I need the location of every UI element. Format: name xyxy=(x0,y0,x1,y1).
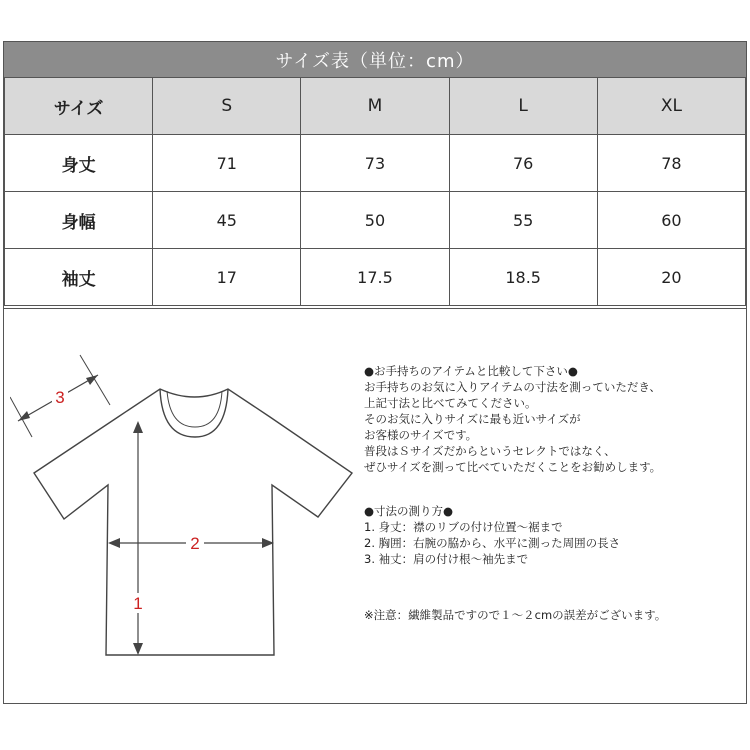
notes-line: ぜひサイズを測って比べていただくことをお勧めします。 xyxy=(364,460,662,474)
table-cell: 71 xyxy=(153,135,301,192)
table-row xyxy=(5,135,746,192)
arrowhead-icon xyxy=(86,375,98,385)
table-cell: 60 xyxy=(597,192,745,249)
notes-line: 1. 身丈：襟のリブの付け位置～裾まで xyxy=(364,520,563,534)
table-cell: 76 xyxy=(449,135,597,192)
size-column-m: M xyxy=(301,78,449,135)
size-column-l: L xyxy=(449,78,597,135)
tshirt-outline-icon xyxy=(34,389,352,655)
size-table-header-row xyxy=(5,78,746,135)
size-column-s: S xyxy=(153,78,301,135)
arrowhead-icon xyxy=(133,421,143,433)
notes-panel xyxy=(364,363,744,623)
table-row xyxy=(5,192,746,249)
size-chart xyxy=(3,41,747,704)
notes-caution: ※注意：繊維製品ですので１～２cmの誤差がございます。 xyxy=(364,608,667,622)
size-chart-title: サイズ表（単位：cm） xyxy=(4,42,746,77)
tshirt-diagram xyxy=(10,335,360,675)
table-row xyxy=(5,249,746,306)
table-cell: 73 xyxy=(301,135,449,192)
table-cell: 18.5 xyxy=(449,249,597,306)
notes-line: 3. 袖丈：肩の付け根～袖先まで xyxy=(364,552,529,566)
notes-line: 普段はＳサイズだからというセレクトではなく、 xyxy=(364,444,616,458)
table-cell: 17 xyxy=(153,249,301,306)
arrowhead-icon xyxy=(18,411,30,421)
notes-heading-measure: ●寸法の測り方● xyxy=(364,504,454,518)
measure-label-1: 1 xyxy=(133,594,143,613)
table-cell: 45 xyxy=(153,192,301,249)
notes-heading-compare: ●お手持ちのアイテムと比較して下さい● xyxy=(364,364,578,378)
row-label-body-length: 身丈 xyxy=(5,135,153,192)
arrowhead-icon xyxy=(133,643,143,655)
notes-line: 2. 胸囲：右腕の脇から、水平に測った周囲の長さ xyxy=(364,536,621,550)
table-cell: 78 xyxy=(597,135,745,192)
sleeve-guide-line-top xyxy=(80,355,110,405)
notes-line: そのお気に入りサイズに最も近いサイズが xyxy=(364,412,581,426)
table-cell: 20 xyxy=(597,249,745,306)
measurement-guide xyxy=(4,308,746,704)
notes-line: 上記寸法と比べてみてください。 xyxy=(364,396,537,410)
notes-line: お手持ちのお気に入りアイテムの寸法を測っていただき、 xyxy=(364,380,661,394)
row-label-sleeve-length: 袖丈 xyxy=(5,249,153,306)
header-label-cell: サイズ xyxy=(5,78,153,135)
size-table xyxy=(4,77,746,306)
table-cell: 55 xyxy=(449,192,597,249)
measure-label-3: 3 xyxy=(55,388,65,407)
size-column-xl: XL xyxy=(597,78,745,135)
table-cell: 50 xyxy=(301,192,449,249)
measure-label-2: 2 xyxy=(190,534,200,553)
table-cell: 17.5 xyxy=(301,249,449,306)
notes-line: お客様のサイズです。 xyxy=(364,428,478,442)
arrowhead-icon xyxy=(108,538,120,548)
row-label-body-width: 身幅 xyxy=(5,192,153,249)
